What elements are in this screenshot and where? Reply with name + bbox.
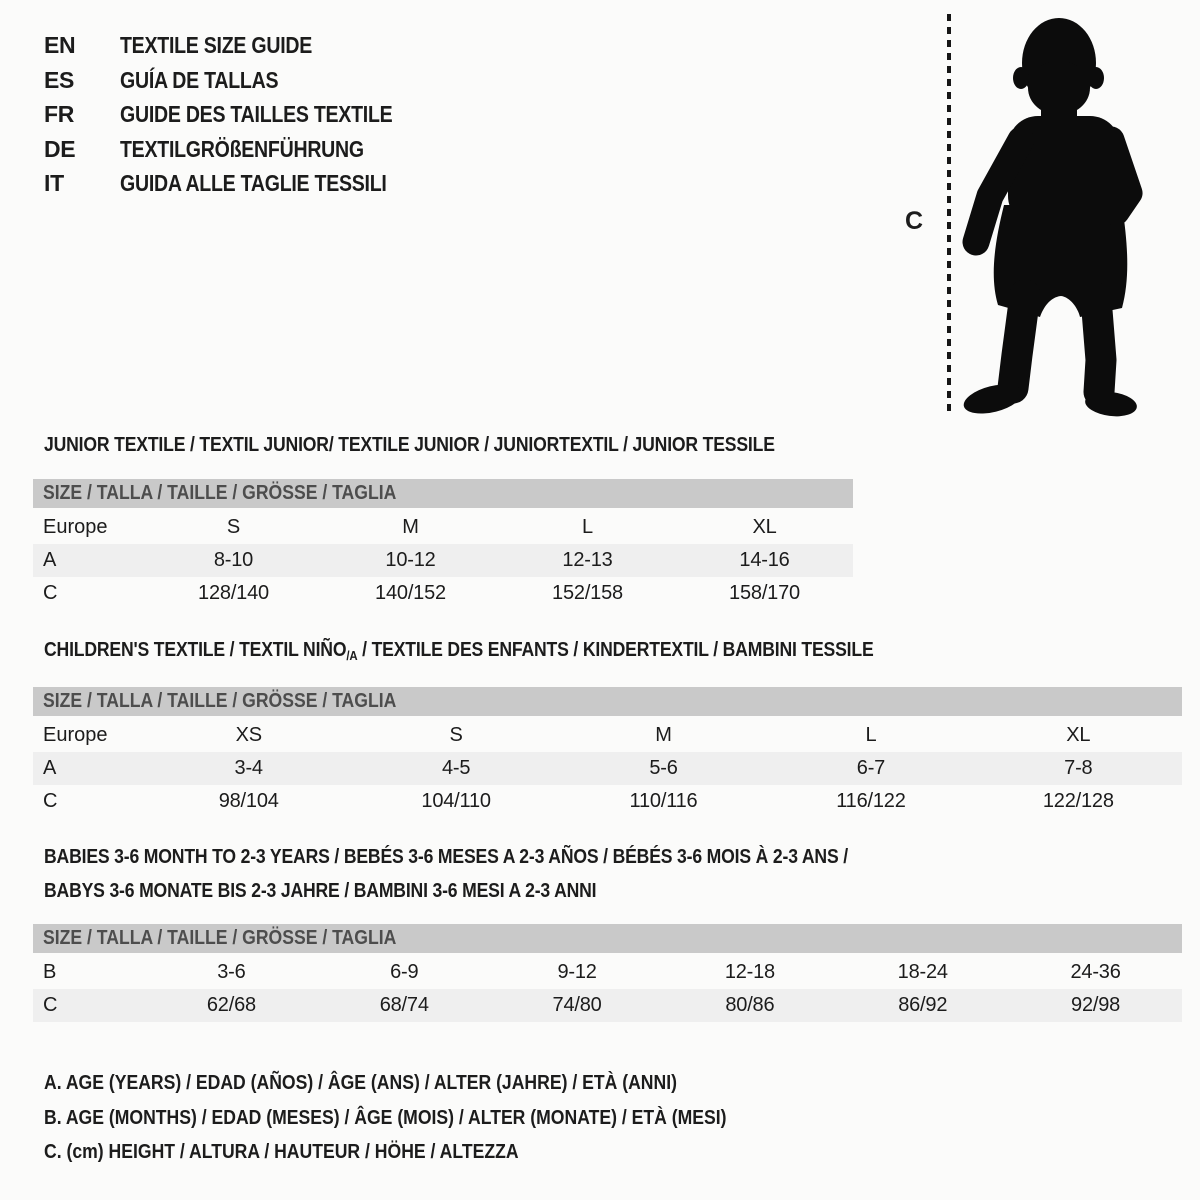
junior-size-table bbox=[33, 479, 853, 610]
size-header-text: SIZE / TALLA / TAILLE / GRÖSSE / TAGLIA bbox=[43, 690, 397, 712]
junior-section-title-text: JUNIOR TEXTILE / TEXTIL JUNIOR/ TEXTILE JUNIOR / JUNIORTEXTIL / JUNIOR TESSILE bbox=[44, 434, 775, 456]
table-row-height bbox=[33, 785, 1182, 818]
language-label: GUIDE DES TAILLES TEXTILE bbox=[120, 101, 393, 127]
children-size-header bbox=[33, 687, 1182, 716]
title-post: / TEXTILE DES ENFANTS / KINDERTEXTIL / BAMBINI TESSILE bbox=[357, 639, 874, 661]
cell: 4-5 bbox=[441, 757, 471, 779]
size-header-text: SIZE / TALLA / TAILLE / GRÖSSE / TAGLIA bbox=[43, 927, 397, 949]
cell: 14-16 bbox=[739, 549, 790, 571]
cell: 80/86 bbox=[725, 994, 775, 1016]
language-code: EN bbox=[44, 32, 76, 58]
cell: 104/110 bbox=[421, 790, 491, 812]
babies-title-line1-text: BABIES 3-6 MONTH TO 2-3 YEARS / BEBÉS 3-6 MESES A 2-3 AÑOS / BÉBÉS 3-6 MOIS À 2-3 ANS / bbox=[44, 846, 848, 868]
cell: XL bbox=[752, 516, 777, 538]
cell: 8-10 bbox=[213, 549, 254, 571]
language-code: IT bbox=[44, 170, 64, 196]
language-code: FR bbox=[44, 101, 75, 127]
row-label: A bbox=[43, 549, 57, 571]
row-label: C bbox=[43, 790, 58, 812]
table-row-age-years bbox=[33, 544, 853, 577]
cell: S bbox=[449, 724, 463, 746]
height-measure-label: C bbox=[905, 207, 924, 235]
cell: 98/104 bbox=[218, 790, 279, 812]
language-title-list bbox=[44, 33, 441, 195]
language-row-it bbox=[44, 171, 441, 195]
cell: 86/92 bbox=[898, 994, 948, 1016]
cell: M bbox=[655, 724, 672, 746]
cell: 152/158 bbox=[552, 582, 623, 604]
cell: L bbox=[865, 724, 877, 746]
cell: 140/152 bbox=[375, 582, 446, 604]
cell: M bbox=[402, 516, 419, 538]
cell: 68/74 bbox=[379, 994, 429, 1016]
cell: 110/116 bbox=[629, 790, 698, 812]
cell: 5-6 bbox=[649, 757, 678, 779]
cell: 10-12 bbox=[385, 549, 436, 571]
cell: L bbox=[582, 516, 593, 538]
language-label: TEXTILE SIZE GUIDE bbox=[120, 32, 313, 58]
cell: 18-24 bbox=[897, 961, 948, 983]
title-sub: /A bbox=[346, 648, 358, 663]
table-row-age-months bbox=[33, 956, 1182, 989]
legend-age-months-text: B. AGE (MONTHS) / EDAD (MESES) / ÂGE (MOIS) / ALTER (MONATE) / ETÀ (MESI) bbox=[44, 1107, 727, 1129]
language-label: GUIDA ALLE TAGLIE TESSILI bbox=[120, 170, 387, 196]
cell: 3-6 bbox=[217, 961, 246, 983]
children-section-title bbox=[44, 638, 987, 668]
language-row-fr bbox=[44, 102, 441, 126]
cell: XS bbox=[235, 724, 262, 746]
row-label: C bbox=[43, 582, 58, 604]
baby-silhouette-icon bbox=[890, 0, 1200, 430]
table-row-height bbox=[33, 989, 1182, 1022]
row-label: C bbox=[43, 994, 58, 1016]
cell: 7-8 bbox=[1064, 757, 1093, 779]
cell: XL bbox=[1066, 724, 1091, 746]
cell: 128/140 bbox=[198, 582, 269, 604]
babies-section-title-line2 bbox=[44, 879, 672, 903]
language-code: DE bbox=[44, 135, 76, 162]
cell: 62/68 bbox=[206, 994, 256, 1016]
cell: S bbox=[226, 516, 241, 538]
junior-size-header bbox=[33, 479, 853, 508]
babies-title-line2-text: BABYS 3-6 MONATE BIS 2-3 JAHRE / BAMBINI 3-6 MESI A 2-3 ANNI bbox=[44, 880, 597, 902]
cell: 12-13 bbox=[562, 549, 613, 571]
cell: 9-12 bbox=[557, 961, 597, 983]
legend-age-months bbox=[44, 1106, 820, 1130]
children-size-table bbox=[33, 687, 1182, 818]
cell: 74/80 bbox=[552, 994, 602, 1016]
cell: 6-9 bbox=[390, 961, 419, 983]
cell: 122/128 bbox=[1042, 790, 1114, 812]
language-code: ES bbox=[44, 66, 75, 93]
junior-section-title bbox=[44, 433, 874, 457]
row-label: Europe bbox=[43, 516, 108, 538]
language-row-en bbox=[44, 33, 441, 57]
legend-height-cm bbox=[44, 1140, 583, 1164]
row-label: A bbox=[43, 757, 57, 779]
language-label: TEXTILGRÖßENFÜHRUNG bbox=[120, 135, 364, 162]
cell: 116/122 bbox=[836, 790, 906, 812]
legend-height-cm-text: C. (cm) HEIGHT / ALTURA / HAUTEUR / HÖHE / ALTEZZA bbox=[44, 1141, 519, 1163]
legend-age-years-text: A. AGE (YEARS) / EDAD (AÑOS) / ÂGE (ANS) / ALTER (JAHRE) / ETÀ (ANNI) bbox=[44, 1072, 677, 1094]
babies-size-header bbox=[33, 924, 1182, 953]
cell: 158/170 bbox=[729, 582, 800, 604]
cell: 24-36 bbox=[1070, 961, 1121, 983]
children-section-title-text bbox=[44, 638, 874, 668]
babies-section-title-line1 bbox=[44, 845, 958, 869]
row-label: Europe bbox=[43, 724, 108, 746]
legend-age-years bbox=[44, 1071, 763, 1095]
cell: 92/98 bbox=[1071, 994, 1121, 1016]
table-row-europe bbox=[33, 719, 1182, 752]
language-row-de bbox=[44, 137, 441, 161]
babies-size-table bbox=[33, 924, 1182, 1022]
title-pre: CHILDREN'S TEXTILE / TEXTIL NIÑO bbox=[44, 639, 347, 661]
cell: 6-7 bbox=[856, 757, 886, 779]
cell: 12-18 bbox=[724, 961, 775, 983]
size-header-text: SIZE / TALLA / TAILLE / GRÖSSE / TAGLIA bbox=[43, 482, 397, 504]
row-label: B bbox=[43, 961, 57, 983]
table-row-height bbox=[33, 577, 853, 610]
table-row-europe bbox=[33, 511, 853, 544]
language-row-es bbox=[44, 68, 441, 92]
table-row-age-years bbox=[33, 752, 1182, 785]
language-label: GUÍA DE TALLAS bbox=[120, 66, 279, 93]
cell: 3-4 bbox=[234, 757, 263, 779]
